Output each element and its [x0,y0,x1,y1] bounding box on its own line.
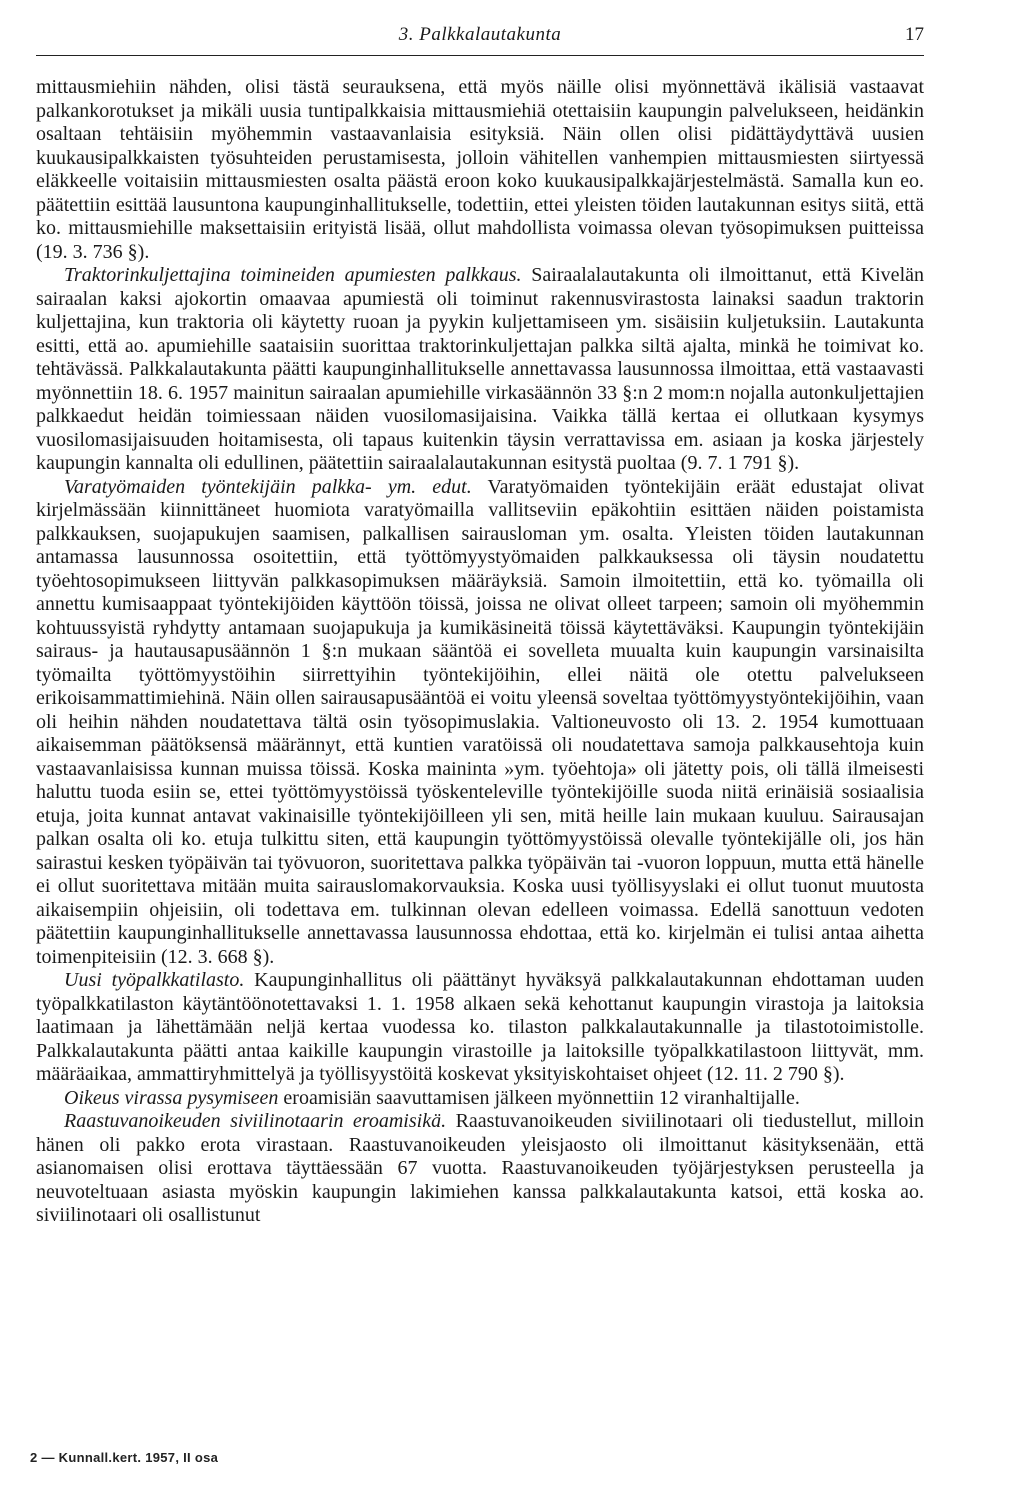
paragraph-tractor-drivers [36,264,924,476]
paragraph-heading: Uusi työpalkkatilasto. [64,969,245,991]
footer-signature: 2 — Kunnall.kert. 1957, II osa [30,1450,219,1465]
chapter-title: 3. Palkkalautakunta [398,24,562,45]
paragraph-text: mittausmiehiin nähden, olisi tästä seurauksena, että myös näille olisi myönnettävä ikälisiä vastaavat palkankorotukset ja mikäli uusia tuntipalkkaisia mittausmiehiä otettaisiin kaupungin palvelukseen, heidänkin osaltaan tehtäisiin myöhemmin vastaavanlaisia esityksiä. Näin ollen olisi pidättäydyttävä uusien kuukausipalkkaisten työsuhteiden perustamisesta, jolloin vähitellen vanhempien mittausmiesten siirtyessä eläkkeelle voitaisiin mittausmiesten osalta päästä eroon koko kuukausipalkkajärjestelmästä. Samalla kun eo. päätettiin esittää lausuntona kaupunginhallitukselle, todettiin, ettei yleisten töiden lautakunnan esitys siitä, että ko. mittausmiehille maksettaisiin erityistä lisää, ollut mahdollista voimassa olevan työsopimuksen puitteissa (19. 3. 736 §). [36,76,924,263]
paragraph-heading: Traktorinkuljettajina toimineiden apumiesten palkkaus. [64,264,522,286]
body-text [36,76,924,1228]
paragraph-text: Varatyömaiden työntekijäin eräät edustajat olivat kirjelmässään kiinnittäneet huomiota varatyömailla vallitseviin epäkohtiin esittäen näiden poistamista palkkauksen, suojapukujen saamisen, palkallisen sairausloman ym. osalta. Yleisten töiden lautakunnan antamassa lausunnossa osoitettiin, että työttömyystyömaiden palkkauksessa oli täysin noudatettu työehtosopimukseen liittyvän palkkasopimuksen määräyksiä. Samoin ilmoitettiin, että ko. työmailla oli annettu kumisaappaat työntekijöiden käyttöön töissä, joissa ne olivat olleet tarpeen; samoin oli myöhemmin kohtuussyistä ryhdytty antamaan suojapukuja ja kumikäsineitä töissä käytettäväksi. Kaupungin työntekijäin sairaus- ja hautausapusäännön 1 §:n mukaan sääntöä ei sovelleta muualta kuin kaupungin varsinaisilta työmailta työttömyystöihin siirrettyihin työntekijöihin, ellei näitä ole otettu palvelukseen erikoisammattimiehinä. Näin ollen sairausapusääntöä ei voitu yleensä soveltaa työttömyystyöntekijöihin, vaan oli heihin nähden noudatettava tältä osin työsopimuslakia. Valtioneuvosto oli 13. 2. 1954 kumottuaan aikaisemman päätöksensä määrännyt, että kuntien varatöissä oli noudatettava samoja palkkausehtoja kuin vastaavanlaisissa kunnan muissa töissä. Koska maininta »ym. työehtoja» oli jätetty pois, oli tällä ilmeisesti haluttu tuoda esiin se, ettei työttömyystöissä työskenteleville työntekijöille suoda niitä erinäisiä sosiaalisia etuja, joita kunnat antavat vakinaisille työntekijöilleen yli sen, mitä heille lain mukaan kuuluu. Sairausajan palkan osalta oli ko. etuja tulkittu siten, että kaupungin työttömyystöissä olevalle työntekijälle oli, jos hän sairastui kesken työpäivän tai työvuoron, suoritettava palkka työpäivän tai -vuoron loppuun, mutta että hänelle ei ollut suoritettava mitään muita sairauslomakorvauksia. Koska uusi työllisyyslaki ei ollut tuonut muutosta aikaisempiin ohjeisiin, oli todettava em. tulkinnan olevan edelleen voimassa. Edellä sanottuun vedoten päätettiin kaupunginhallitukselle annettavassa lausunnossa ehdottaa, että ko. kirjelmän ei tulisi antaa aihetta toimenpiteisiin (12. 3. 668 §). [36,475,925,968]
paragraph-right-to-stay [36,1087,924,1111]
paragraph-notary-retirement [36,1110,924,1228]
paragraph-continuation [36,76,924,264]
paragraph-heading: Varatyömaiden työntekijäin palkka- ym. edut. [64,475,472,498]
paragraph-text: eroamisiän saavuttamisen jälkeen myönnettiin 12 viranhaltijalle. [278,1086,800,1109]
header-rule [36,55,924,56]
paragraph-relief-work-pay [36,476,924,970]
paragraph-wage-statistics [36,969,924,1087]
paragraph-text: Raastuvanoikeuden siviilinotaari oli tiedustellut, milloin hänen oli pakko erota virastaan. Raastuvanoikeuden yleisjaosto oli ilmoittanut käsityksenään, että asianomaisen olisi erottava täyttäessään 67 vuotta. Raastuvanoikeuden työjärjestyksen perusteella ja neuvoteltuaan asiasta myöskin kaupungin lakimiehen kanssa palkkalautakunta katsoi, että koska ao. siviilinotaari oli osallistunut [36,1110,924,1226]
paragraph-heading: Raastuvanoikeuden siviilinotaarin eroamisikä. [64,1110,447,1132]
paragraph-text: Sairaalalautakunta oli ilmoittanut, että Kivelän sairaalan kaksi ajokortin omaavaa apumiestä oli toiminut rakennusvirastosta lainaksi saadun traktorin kuljettajina, kun traktoria oli käytetty ruoan ja pyykin kuljettamiseen ym. sisäisiin kuljetuksiin. Lautakunta esitti, että ao. apumiehille saataisiin suorittaa traktorinkuljettajan palkka siltä ajalta, minkä he toimivat ko. tehtävässä. Palkkalautakunta päätti kaupunginhallitukselle annettavassa lausunnossa ilmoittaa, että vastaavasti myönnettiin 18. 6. 1957 mainitun sairaalan apumiehille virkasäännön 33 §:n 2 mom:n nojalla autonkuljettajien palkkaedut heidän toimiessaan näiden vuosilomasijaisina. Vaikka tällä kertaa ei ollutkaan kysymys vuosilomasijaisuuden hoitamisesta, oli tapaus kuitenkin täysin verrattavissa em. asiaan ja koska järjestely kaupungin kannalta oli edullinen, päätettiin sairaalalautakunnan esitystä puoltaa (9. 7. 1 791 §). [36,264,924,474]
paragraph-heading: Oikeus virassa pysymiseen [64,1086,279,1109]
paragraph-text: Kaupunginhallitus oli päättänyt hyväksyä palkkalautakunnan ehdottaman uuden työpalkkatilaston käytäntöönotettavaksi 1. 1. 1958 alkaen sekä kehottanut kaupungin virastoja ja laitoksia laatimaan ja lähettämään neljä kertaa vuodessa ko. tilaston palkkalautakunnalle ja tilastotoimistolle. Palkkalautakunta päätti antaa kaikille kaupungin virastoille ja laitoksille työpalkkatilastoon liittyvät, mm. määräaikaa, ammattiryhmittelyä ja työllisyystöitä koskevat yksityiskohtaiset ohjeet (12. 11. 2 790 §). [36,969,924,1085]
running-header [36,24,924,50]
page-number: 17 [905,24,924,45]
